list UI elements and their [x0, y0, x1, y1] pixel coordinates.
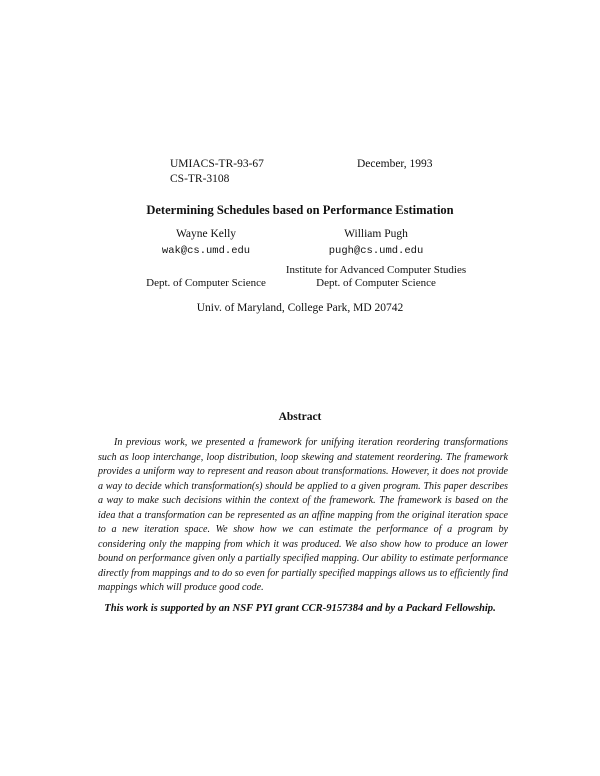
author-affiliation-pugh-line2: Dept. of Computer Science	[316, 277, 436, 289]
funding-note: This work is supported by an NSF PYI grant CCR-9157384 and by a Packard Fellowship.	[104, 603, 496, 614]
abstract-body	[98, 436, 508, 596]
author-email-pugh: pugh@cs.umd.edu	[328, 245, 424, 257]
paper-title: Determining Schedules based on Performance Estimation	[146, 203, 454, 217]
author-email-kelly: wak@cs.umd.edu	[161, 245, 251, 257]
author-affiliation-kelly: Dept. of Computer Science	[146, 277, 266, 289]
report-date: December, 1993	[357, 158, 433, 170]
report-number-cs: CS-TR-3108	[170, 173, 230, 185]
university-address: Univ. of Maryland, College Park, MD 20742	[196, 302, 404, 314]
author-name-kelly: Wayne Kelly	[175, 228, 237, 240]
author-affiliation-pugh-line1: Institute for Advanced Computer Studies	[285, 264, 467, 276]
abstract-heading: Abstract	[278, 411, 322, 423]
report-number-umiacs: UMIACS-TR-93-67	[170, 158, 264, 170]
abstract-text: In previous work, we presented a framework for unifying iteration reordering transformations such as loop interchange, loop distribution, loop skewing and statement reordering. The framework provides a uniform way to represent and reason about transformations. However, it does not provide a way to decide which transformation(s) should be applied to a given program. This paper describes a way to make such decisions within the context of the framework. The framework is based on the idea that a transformation can be represented as an affine mapping from the original iteration space to a new iteration space. We show how we can estimate the performance of a program by considering only the mapping from which it was produced. We also show how to produce an lower bound on performance given only a partially specified mapping. Our ability to estimate performance directly from mappings and to do so even for partially specified mappings allows us to efficiently find mappings which will produce good code.	[98, 437, 508, 594]
author-name-pugh: William Pugh	[344, 228, 408, 240]
